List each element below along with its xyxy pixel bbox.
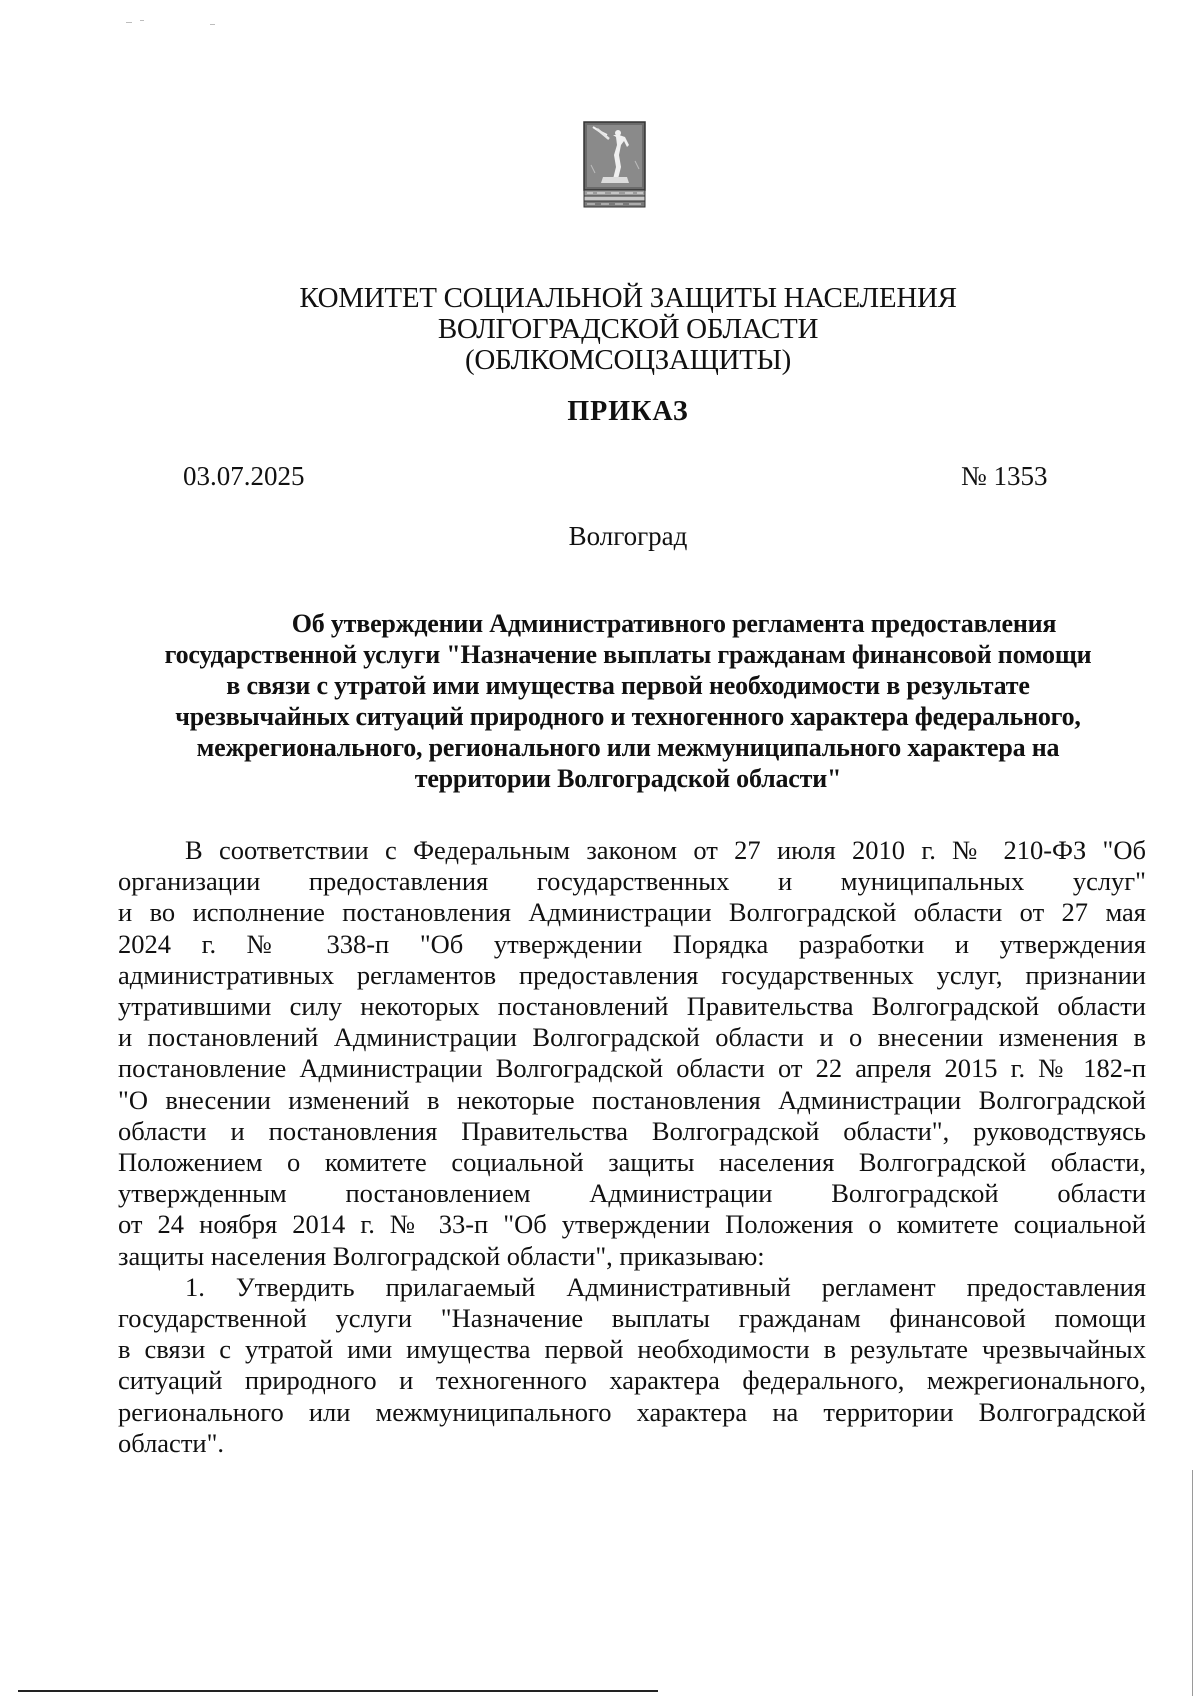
document-subject [118, 608, 1138, 794]
scan-speck [126, 22, 132, 23]
document-body [118, 835, 1146, 1459]
body-line: организации предоставления государственных и муниципальных услуг" [118, 866, 1146, 897]
organization-line: ВОЛГОГРАДСКОЙ ОБЛАСТИ [437, 313, 819, 345]
organization-line: (ОБЛКОМСОЦЗАЩИТЫ) [464, 344, 791, 376]
subject-line: в связи с утратой ими имущества первой необходимости в результате [226, 671, 1030, 700]
subject-line: межрегионального, регионального или межмуниципального характера на [196, 733, 1060, 762]
body-line: 2024 г. № 338-п "Об утверждении Порядка разработки и утверждения [118, 928, 1146, 959]
body-line: утратившими силу некоторых постановлений Правительства Волгоградской области [118, 991, 1146, 1022]
document-date: 03.07.2025 [183, 461, 305, 491]
subject-line: чрезвычайных ситуаций природного и техногенного характера федерального, [175, 702, 1081, 731]
body-line: административных регламентов предоставления государственных услуг, признании [118, 959, 1146, 990]
body-line: защиты населения Волгоградской области", приказываю: [118, 1240, 765, 1271]
body-line: ситуаций природного и техногенного характера федерального, межрегионального, [118, 1365, 1146, 1396]
body-line: государственной услуги "Назначение выплаты гражданам финансовой помощи [118, 1303, 1146, 1334]
body-line: и постановлений Администрации Волгоградской области и о внесении изменения в [118, 1022, 1146, 1053]
body-line: утвержденным постановлением Администрации Волгоградской области [118, 1178, 1146, 1209]
body-line: Положением о комитете социальной защиты населения Волгоградской области, [118, 1147, 1146, 1178]
scan-bottom-line [18, 1690, 658, 1692]
organization-line: КОМИТЕТ СОЦИАЛЬНОЙ ЗАЩИТЫ НАСЕЛЕНИЯ [299, 282, 957, 314]
document-city: Волгоград [568, 521, 688, 551]
scan-speck [140, 20, 144, 21]
body-line: регионального или межмуниципального характера на территории Волгоградской [118, 1396, 1146, 1427]
body-line: постановление Администрации Волгоградской области от 22 апреля 2015 г. № 182-п [118, 1053, 1146, 1084]
document-type: ПРИКАЗ [567, 396, 689, 427]
volgograd-emblem-icon [583, 121, 646, 208]
body-line: в связи с утратой ими имущества первой необходимости в результате чрезвычайных [118, 1334, 1146, 1365]
organization-name [0, 283, 1200, 376]
scan-edge-line [1192, 1470, 1193, 1696]
body-line: и во исполнение постановления Администрации Волгоградской области от 27 мая [118, 897, 1146, 928]
subject-line: Об утверждении Административного регламента предоставления [291, 609, 1057, 638]
scan-speck [210, 24, 215, 25]
body-line: "О внесении изменений в некоторые постановления Администрации Волгоградской [118, 1084, 1146, 1115]
body-line: В соответствии с Федеральным законом от 27 июля 2010 г. № 210-ФЗ "Об [185, 835, 1146, 865]
subject-line: территории Волгоградской области" [414, 764, 842, 793]
subject-line: государственной услуги "Назначение выплаты гражданам финансовой помощи [164, 640, 1092, 669]
document-number: № 1353 [961, 461, 1048, 491]
body-line: от 24 ноября 2014 г. № 33-п "Об утверждении Положения о комитете социальной [118, 1209, 1146, 1240]
body-line: области". [118, 1427, 225, 1458]
body-line: 1. Утвердить прилагаемый Административный регламент предоставления [185, 1271, 1146, 1302]
body-line: области и постановления Правительства Волгоградской области", руководствуясь [118, 1115, 1146, 1146]
